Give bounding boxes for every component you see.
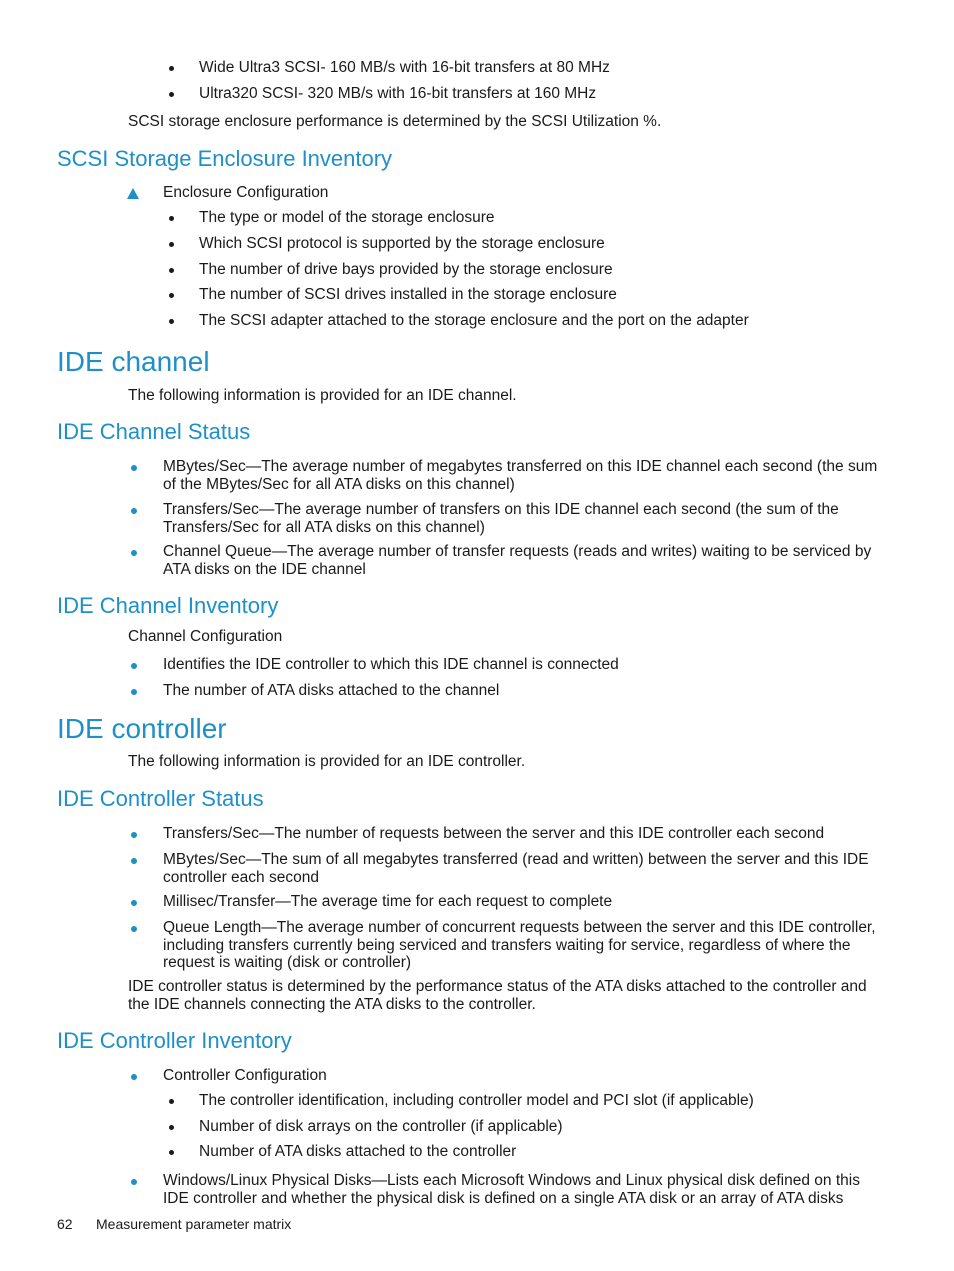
bullet-icon [169, 293, 174, 298]
page-number: 62 [57, 1216, 73, 1232]
paragraph: IDE controller status is determined by the performance status of the ATA disks attached to the controller and the IDE channels connecting the ATA disks to the controller. [128, 978, 867, 1013]
bullet-icon [169, 268, 174, 273]
bullet-icon [169, 1150, 174, 1155]
bullet-icon [169, 92, 174, 97]
chapter-heading: IDE controller [57, 713, 227, 744]
bullet-icon [131, 550, 137, 556]
list-item: The number of drive bays provided by the storage enclosure [199, 261, 613, 278]
bullet-icon [131, 858, 137, 864]
bullet-icon [131, 926, 137, 932]
list-item: Transfers/Sec—The average number of transfers on this IDE channel each second (the sum of the Transfers/Sec for all ATA disks on this channel) [163, 501, 839, 536]
section-heading: IDE Controller Status [57, 786, 264, 811]
list-item: Which SCSI protocol is supported by the storage enclosure [199, 235, 605, 252]
list-item: Windows/Linux Physical Disks—Lists each Microsoft Windows and Linux physical disk defined on this IDE controller and whether the physical disk is defined on a single ATA disk or an array of ATA disks [163, 1172, 860, 1207]
list-item: Channel Queue—The average number of transfer requests (reads and writes) waiting to be serviced by ATA disks on the IDE channel [163, 543, 872, 578]
section-heading: IDE Controller Inventory [57, 1028, 292, 1053]
footer-section-title: Measurement parameter matrix [96, 1216, 292, 1232]
list-item: Wide Ultra3 SCSI- 160 MB/s with 16-bit transfers at 80 MHz [199, 59, 610, 76]
bullet-icon [131, 465, 137, 471]
bullet-icon [131, 663, 137, 669]
section-heading: IDE Channel Inventory [57, 593, 279, 618]
bullet-icon [131, 1179, 137, 1185]
bullet-icon [169, 1099, 174, 1104]
bullet-icon [131, 689, 137, 695]
list-item: The number of ATA disks attached to the channel [163, 682, 500, 699]
bullet-icon [169, 216, 174, 221]
list-item: Number of disk arrays on the controller (if applicable) [199, 1118, 563, 1135]
section-heading: IDE Channel Status [57, 419, 251, 444]
list-item: MBytes/Sec—The average number of megabytes transferred on this IDE channel each second (the sum of the MBytes/Sec for all ATA disks on this channel) [163, 458, 878, 493]
bullet-icon [131, 832, 137, 838]
list-item: Ultra320 SCSI- 320 MB/s with 16-bit transfers at 160 MHz [199, 85, 597, 102]
list-item: Number of ATA disks attached to the controller [199, 1143, 517, 1160]
section-heading: SCSI Storage Enclosure Inventory [57, 146, 393, 171]
list-item: MBytes/Sec—The sum of all megabytes transferred (read and written) between the server and this IDE controller each second [163, 851, 869, 886]
paragraph: The following information is provided for an IDE controller. [128, 753, 526, 770]
bullet-icon [131, 1074, 137, 1080]
bullet-icon [169, 319, 174, 324]
paragraph: SCSI storage enclosure performance is determined by the SCSI Utilization %. [128, 113, 662, 130]
bullet-icon [169, 242, 174, 247]
list-item: Controller Configuration [163, 1067, 327, 1084]
list-item: The controller identification, including controller model and PCI slot (if applicable) [199, 1092, 754, 1109]
list-item: Queue Length—The average number of concurrent requests between the server and this IDE controller, including transfers currently being serviced and transfers waiting for service, regardless of where the request is waiting (disk or controller) [163, 919, 876, 971]
bullet-icon [169, 66, 174, 71]
bullet-icon [131, 508, 137, 514]
list-item: Identifies the IDE controller to which this IDE channel is connected [163, 656, 619, 673]
list-item: Millisec/Transfer—The average time for each request to complete [163, 893, 613, 910]
list-item: The SCSI adapter attached to the storage enclosure and the port on the adapter [199, 312, 749, 329]
paragraph: Channel Configuration [128, 628, 283, 645]
paragraph: The following information is provided for an IDE channel. [128, 387, 517, 404]
bullet-icon [131, 900, 137, 906]
list-item: The number of SCSI drives installed in the storage enclosure [199, 286, 617, 303]
chapter-heading: IDE channel [57, 346, 210, 377]
triangle-bullet-icon [127, 188, 139, 199]
bullet-icon [169, 1125, 174, 1130]
list-item: The type or model of the storage enclosure [199, 209, 495, 226]
list-item: Transfers/Sec—The number of requests between the server and this IDE controller each second [163, 825, 825, 842]
list-item: Enclosure Configuration [163, 184, 329, 201]
